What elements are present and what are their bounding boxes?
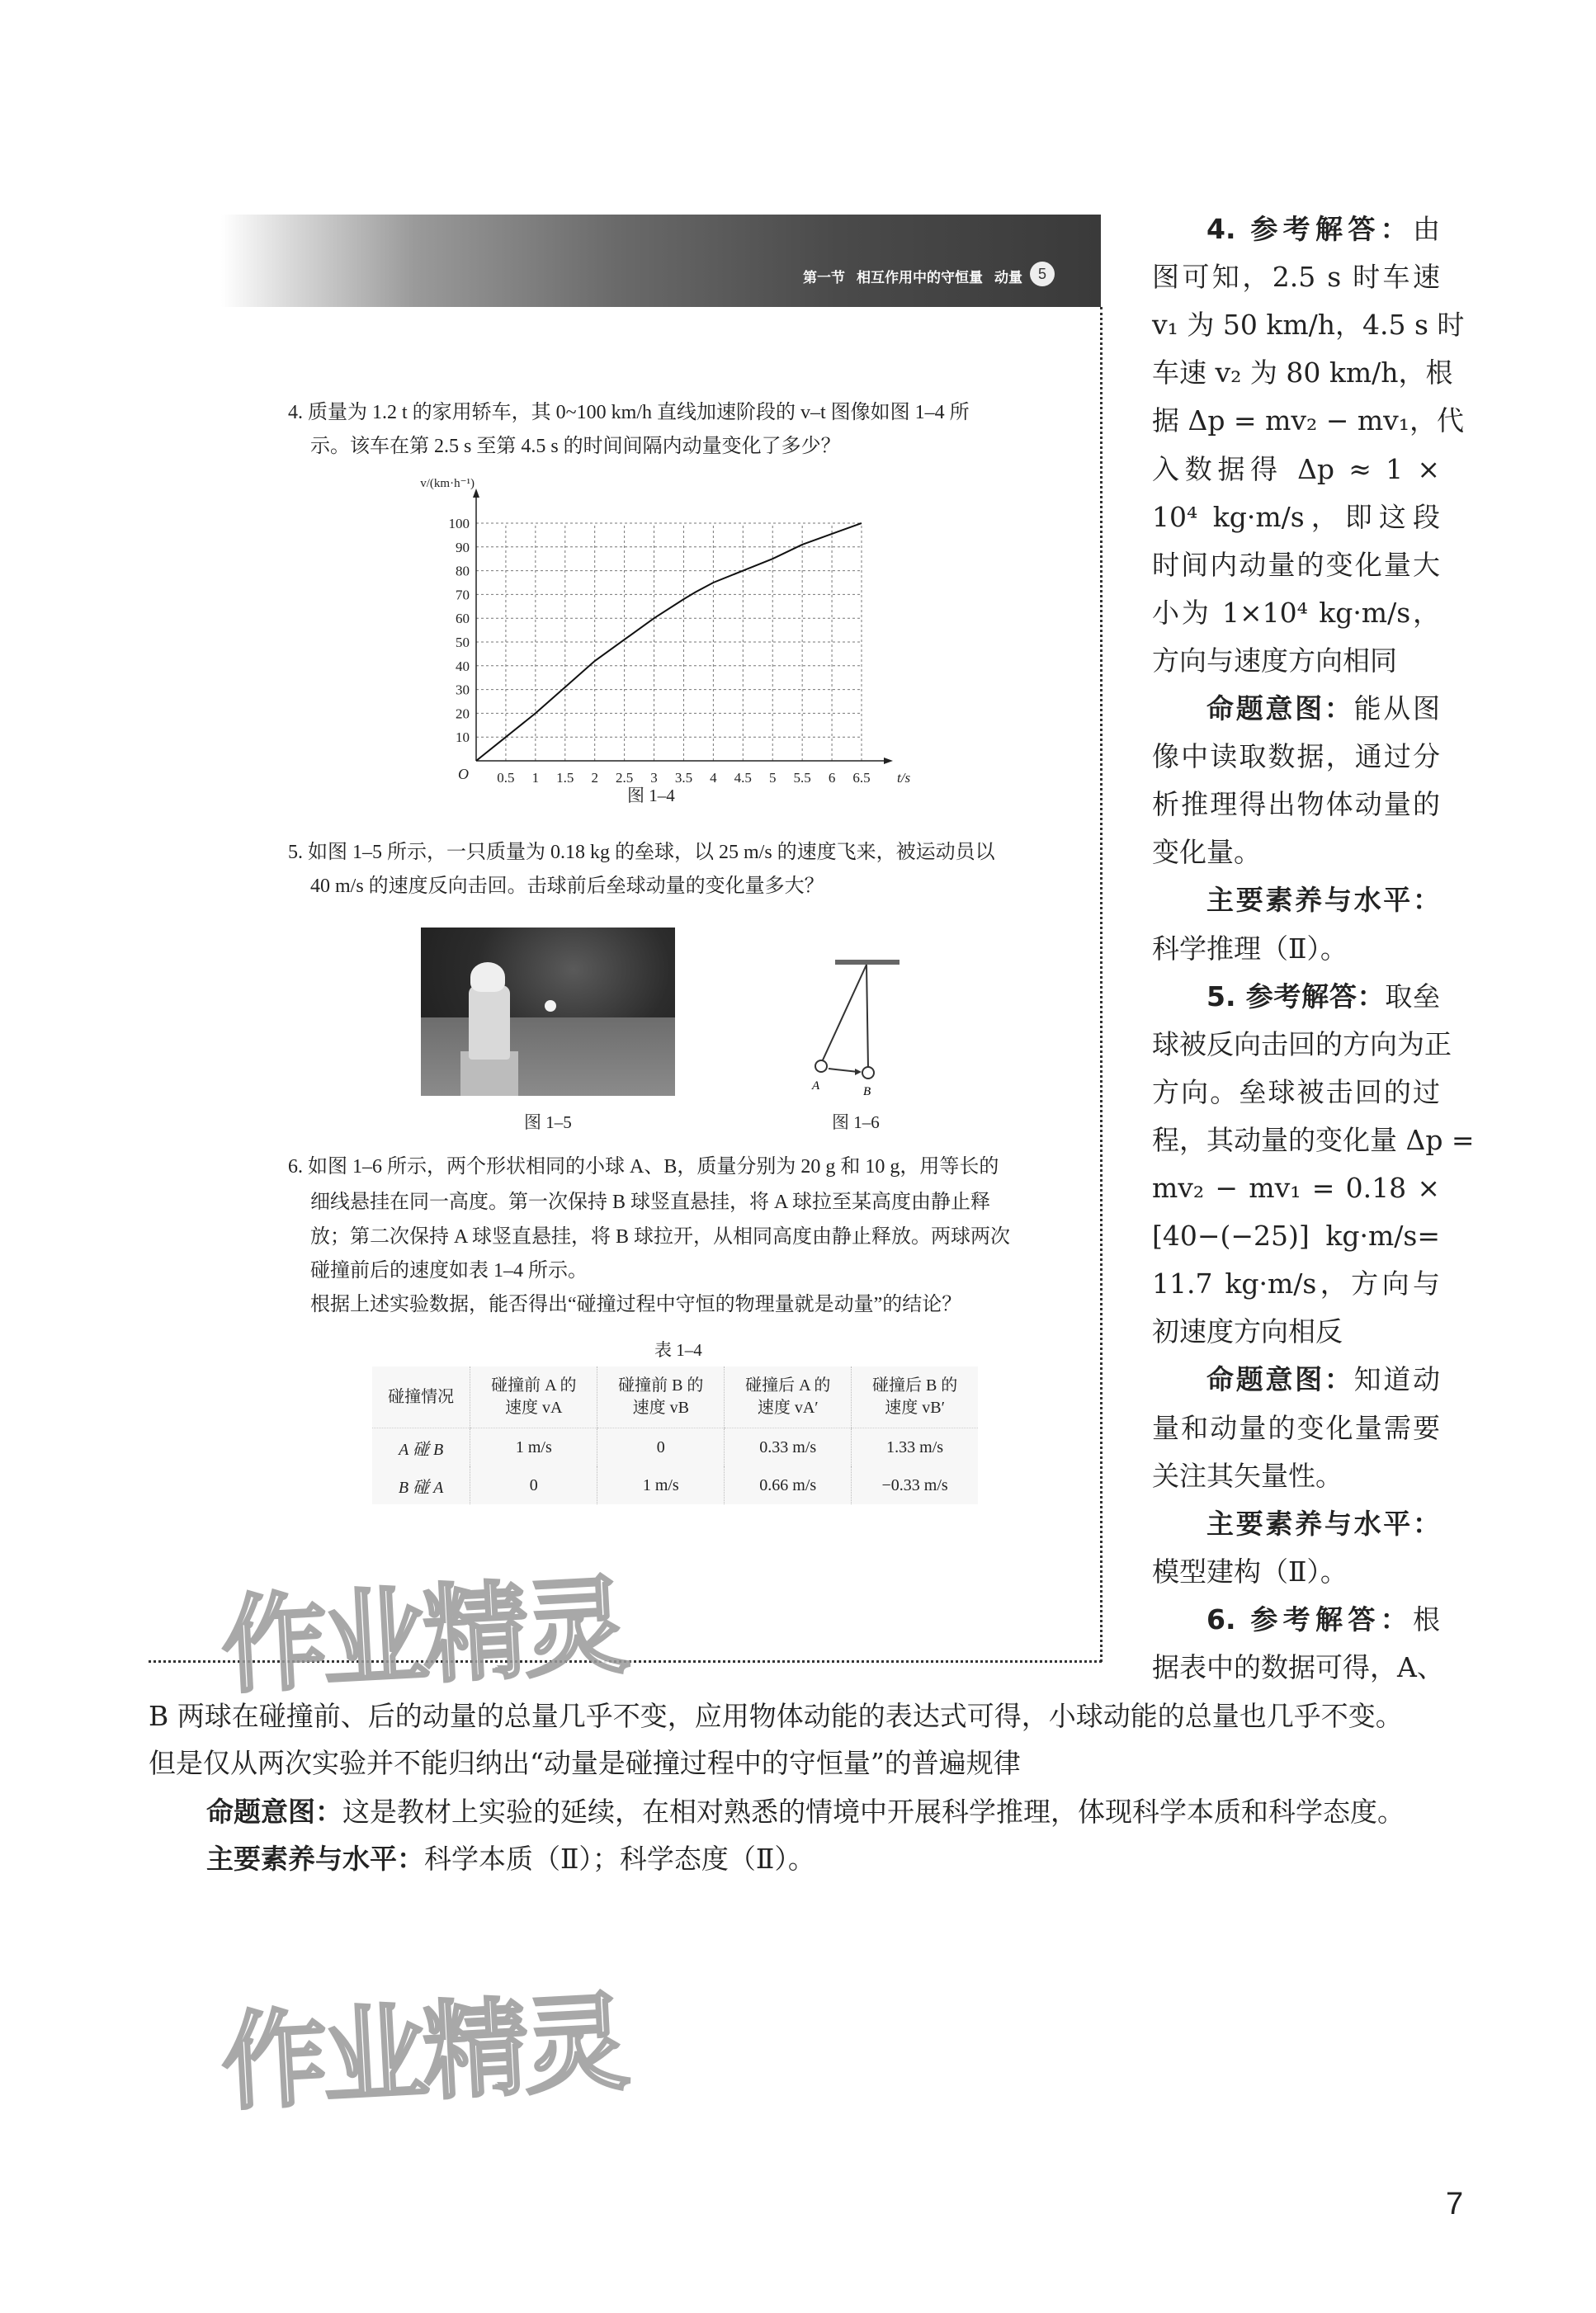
x-axis-label: t/s [897, 770, 911, 786]
answer-line [1152, 1027, 1452, 1061]
x-tick-label: 4 [710, 770, 717, 786]
question-5-line-2: 40 m/s 的速度反向击回。击球前后垒球动量的变化量多大？ [310, 876, 824, 897]
answer-text: mv₂ − mv₁ = 0.18 × [1152, 1172, 1440, 1204]
figure-1-4-caption: 图 1–4 [627, 786, 675, 805]
y-tick-label: 70 [456, 587, 470, 603]
table-header: 碰撞情况 [372, 1367, 470, 1428]
y-tick-label: 30 [456, 682, 470, 698]
table-cell: 0.33 m/s [725, 1428, 852, 1467]
answer-text: 方向。垒球被击回的过 [1152, 1075, 1440, 1108]
y-tick-label: 40 [456, 658, 470, 674]
answer-line [1152, 1651, 1444, 1684]
question-6-line-2: 细线悬挂在同一高度。第一次保持 B 球竖直悬挂，将 A 球拉至某高度由静止释 [310, 1192, 991, 1213]
answer-line [1152, 1508, 1440, 1541]
answer-text: 据表中的数据可得，A、 [1152, 1651, 1444, 1683]
collision-data-table [372, 1367, 978, 1504]
x-tick-label: 6 [828, 770, 836, 786]
answer-line [1152, 836, 1440, 869]
question-4-line-1: 4. 质量为 1.2 t 的家用轿车，其 0~100 km/h 直线加速阶段的 v–t 图像如图 1–4 所 [288, 402, 970, 423]
x-tick-label: 6.5 [852, 770, 871, 786]
table-header: 碰撞后 B 的 速度 vB′ [852, 1367, 978, 1428]
answer-line [1152, 932, 1440, 965]
answer-line [1152, 261, 1440, 294]
answer-line [1152, 453, 1440, 486]
answer-text: B 两球在碰撞前、后的动量的总量几乎不变，应用物体动能的表达式可得，小球动能的总量也几乎不变。 [149, 1700, 1403, 1732]
answer-line [1152, 1555, 1440, 1588]
arrow-icon [829, 1069, 858, 1072]
answer-text: 根 [1413, 1603, 1440, 1636]
header-section: 第一节 [803, 270, 845, 286]
answer-text: 11.7 kg·m/s，方向与 [1152, 1267, 1440, 1300]
answer-line [1152, 213, 1440, 246]
answer-text: v₁ 为 50 km/h，4.5 s 时 [1152, 309, 1465, 342]
label-b: B [863, 1085, 871, 1098]
question-6-line-3: 放；第二次保持 A 球竖直悬挂，将 B 球拉开，从相同高度由静止释放。两球两次 [310, 1226, 1011, 1248]
x-tick-label: 5 [768, 770, 777, 786]
ceiling-bar [835, 960, 900, 965]
answer-line [1152, 1267, 1440, 1300]
label-a: A [812, 1079, 820, 1093]
ball-b-icon [862, 1067, 874, 1079]
answer-text: 科学推理（Ⅱ）。 [1152, 932, 1348, 965]
answer-text: 关注其矢量性。 [1152, 1459, 1343, 1492]
answer-line [1152, 1123, 1475, 1157]
watermark-logo: 作业精灵 [219, 1981, 628, 2126]
table-cell: 0.66 m/s [725, 1466, 852, 1504]
answer-text: 程，其动量的变化量 Δp = [1152, 1123, 1475, 1156]
answer-line [1152, 1315, 1440, 1348]
answer-label: 主要素养与水平： [1206, 884, 1440, 917]
table-header-row [372, 1367, 978, 1428]
table-row [372, 1428, 978, 1467]
x-tick-label: 0.5 [497, 770, 515, 786]
y-tick-label: 90 [456, 539, 470, 555]
table-header: 碰撞前 A 的 速度 vA [470, 1367, 597, 1428]
question-5-line-1: 5. 如图 1–5 所示，一只质量为 0.18 kg 的垒球，以 25 m/s 的速度飞来，被运动员以 [288, 842, 995, 863]
x-axis-arrow-icon [884, 758, 893, 764]
answer-text: 变化量。 [1152, 836, 1261, 869]
figure-1-6-caption: 图 1–6 [832, 1112, 880, 1132]
answer-line [1152, 356, 1453, 389]
ball-a-icon [815, 1060, 827, 1072]
x-tick-label: 1 [531, 770, 540, 786]
answer-full-line [206, 1796, 1405, 1829]
answer-line [1152, 1363, 1440, 1396]
answer-text: 析推理得出物体动量的 [1152, 788, 1440, 821]
x-tick-label: 5.5 [793, 770, 811, 786]
header-section-title: 相互作用中的守恒量 [857, 270, 983, 286]
answer-label: 主要素养与水平： [206, 1843, 424, 1875]
header-topic: 动量 [994, 270, 1022, 286]
answer-line [1152, 644, 1440, 677]
answer-text: 由 [1413, 213, 1440, 245]
question-6-line-4: 碰撞前后的速度如表 1–4 所示。 [310, 1260, 588, 1282]
answer-line [1152, 1172, 1440, 1205]
header-title [791, 266, 1022, 286]
y-tick-label: 10 [456, 729, 470, 746]
chapter-header-band [221, 215, 1101, 307]
answer-line [1152, 1220, 1440, 1253]
answer-label: 6. 参考解答： [1206, 1603, 1413, 1636]
answer-label: 命题意图： [1206, 1363, 1354, 1396]
answer-line [1152, 884, 1440, 917]
table-row [372, 1466, 978, 1504]
y-tick-label: 100 [448, 516, 470, 531]
question-6-line-1: 6. 如图 1–6 所示，两个形状相同的小球 A、B，质量分别为 20 g 和 10 g，用等长的 [288, 1156, 999, 1178]
string-b [866, 965, 868, 1069]
answer-line [1152, 404, 1465, 437]
answer-text: 取垒 [1385, 979, 1440, 1013]
figure-1-5-caption: 图 1–5 [524, 1112, 572, 1132]
answer-text: 车速 v₂ 为 80 km/h，根 [1152, 356, 1453, 389]
baseball-player-photo [421, 928, 675, 1096]
table-cell: A 碰 B [399, 1440, 444, 1459]
answer-line [1152, 1076, 1440, 1109]
y-tick-label: 80 [456, 563, 470, 579]
answer-full-line [149, 1747, 1021, 1780]
pendulum-diagram [800, 953, 900, 1102]
x-tick-label: 2.5 [615, 770, 634, 786]
question-6-question: 根据上述实验数据，能否得出“碰撞过程中守恒的物理量就是动量”的结论？ [310, 1294, 962, 1315]
x-tick-label: 3 [650, 770, 658, 786]
answer-label: 4. 参考解答： [1206, 213, 1413, 245]
dotted-border-right [1100, 307, 1103, 1662]
answer-text: 球被反向击回的方向为正 [1152, 1027, 1452, 1060]
y-tick-label: 60 [456, 611, 470, 627]
y-axis-label: v/(km·h⁻¹) [420, 479, 475, 490]
answer-text: 时间内动量的变化量大 [1152, 548, 1440, 581]
answer-text: 能从图 [1353, 692, 1441, 725]
table-cell: B 碰 A [398, 1478, 444, 1497]
chapter-number-badge: 5 [1030, 262, 1055, 286]
answer-text: 模型建构（Ⅱ）。 [1152, 1555, 1348, 1588]
answer-text: 10⁴ kg·m/s，即这段 [1152, 500, 1440, 533]
answer-label: 命题意图： [1206, 692, 1354, 725]
answer-text: 入数据得 Δp ≈ 1 × [1152, 452, 1440, 485]
answer-line [1152, 1603, 1440, 1636]
string-a [821, 965, 866, 1064]
page-number: 7 [1446, 2187, 1464, 2221]
answer-line [1152, 692, 1440, 725]
answer-line [1152, 549, 1440, 582]
x-tick-label: 2 [591, 770, 598, 786]
table-header: 碰撞前 B 的 速度 vB [597, 1367, 725, 1428]
table-caption: 表 1–4 [654, 1340, 702, 1360]
answer-text: 但是仅从两次实验并不能归纳出“动量是碰撞过程中的守恒量”的普遍规律 [149, 1747, 1021, 1779]
answer-label: 5. 参考解答： [1206, 979, 1386, 1013]
answer-line [1152, 788, 1440, 821]
answer-label: 主要素养与水平： [1206, 1507, 1440, 1540]
answer-line [1152, 1412, 1440, 1445]
table-cell: −0.33 m/s [852, 1466, 978, 1504]
table-cell: 0 [597, 1428, 725, 1467]
table-cell: 1 m/s [470, 1428, 597, 1467]
answer-line [1152, 740, 1440, 773]
answer-text: 科学本质（Ⅱ）；科学态度（Ⅱ）。 [424, 1843, 815, 1875]
x-tick-label: 1.5 [556, 770, 574, 786]
answer-line [1152, 1460, 1440, 1493]
answer-text: 知道动 [1353, 1363, 1441, 1396]
table-cell: 1 m/s [597, 1466, 725, 1504]
answer-line [1152, 980, 1440, 1013]
watermark-logo: 作业精灵 [219, 1565, 628, 1709]
answer-text: 量和动量的变化量需要 [1152, 1411, 1440, 1444]
table-cell: 1.33 m/s [852, 1428, 978, 1467]
y-tick-label: 20 [456, 706, 470, 722]
question-4-line-2: 示。该车在第 2.5 s 至第 4.5 s 的时间间隔内动量变化了多少？ [310, 436, 841, 457]
answer-line [1152, 501, 1440, 534]
answer-text: 图可知，2.5 s 时车速 [1152, 261, 1440, 294]
answer-line [1152, 597, 1440, 630]
answer-text: 这是教材上实验的延续，在相对熟悉的情境中开展科学推理，体现科学本质和科学态度。 [342, 1796, 1405, 1828]
table-header: 碰撞后 A 的 速度 vA′ [725, 1367, 852, 1428]
x-tick-label: 4.5 [734, 770, 752, 786]
x-tick-label: 3.5 [674, 770, 693, 786]
origin-label: O [458, 766, 469, 782]
y-tick-label: 50 [456, 635, 470, 650]
answer-line [1152, 309, 1465, 342]
table-cell: 0 [470, 1466, 597, 1504]
answer-text: 据 Δp = mv₂ − mv₁，代 [1152, 404, 1465, 437]
answer-full-line [206, 1843, 815, 1876]
answer-text: 小为 1×10⁴ kg·m/s， [1152, 596, 1440, 629]
answer-label: 命题意图： [206, 1796, 342, 1828]
vt-chart [388, 479, 933, 825]
answer-text: 像中读取数据，通过分 [1152, 740, 1440, 773]
answer-text: [40−(−25)] kg·m/s= [1152, 1220, 1440, 1253]
answer-text: 初速度方向相反 [1152, 1315, 1343, 1348]
answer-text: 方向与速度方向相同 [1152, 644, 1397, 677]
